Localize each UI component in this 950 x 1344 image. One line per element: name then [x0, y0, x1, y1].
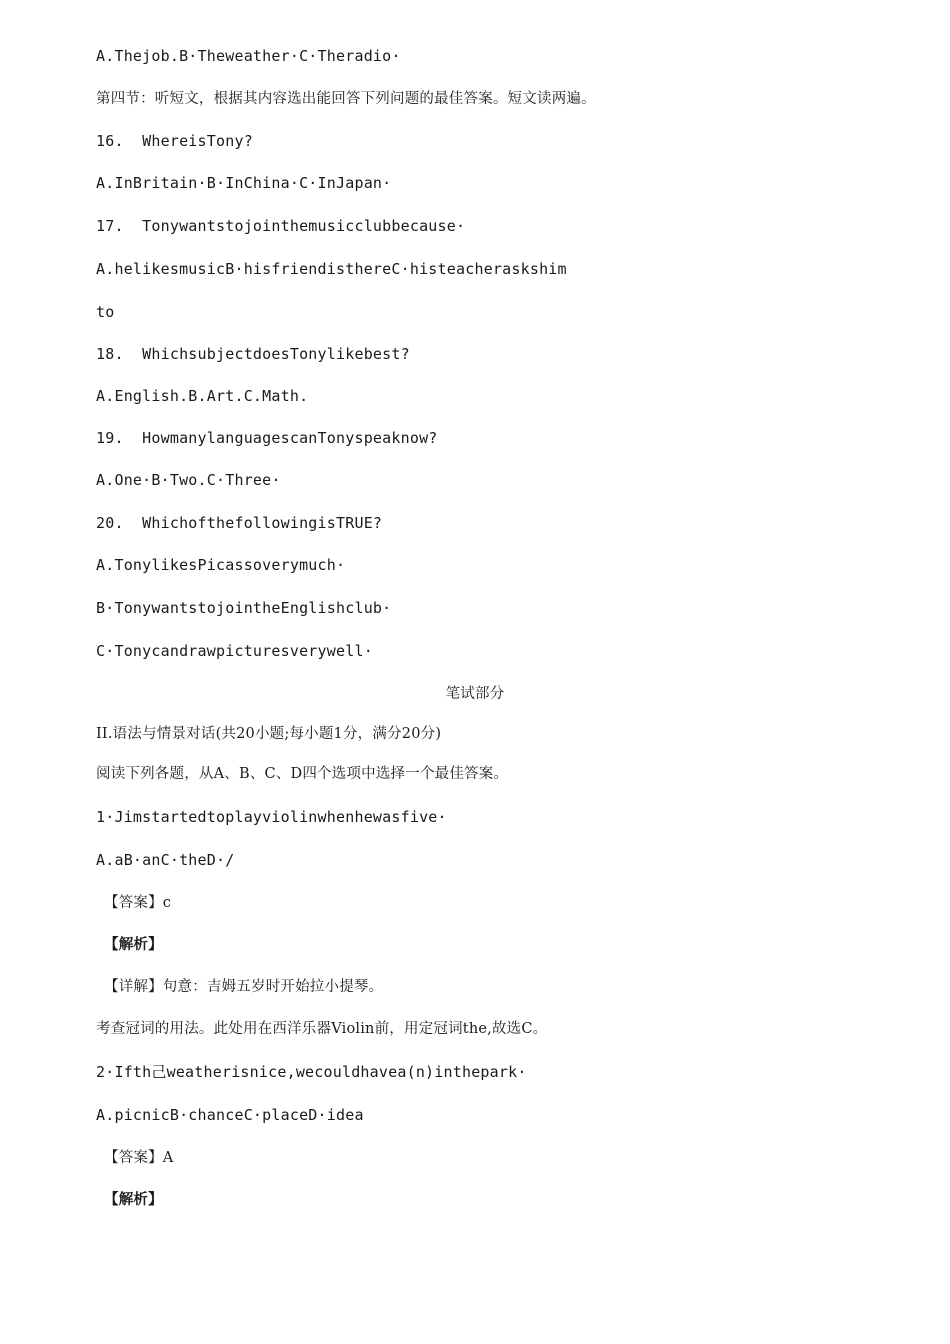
- grammar-question-2: 2·Ifth己weatherisnice,wecouldhavea(n)inthepark·: [96, 1063, 527, 1081]
- answer-q2: 【答案】A: [104, 1150, 174, 1166]
- section-4-instructions: 第四节：听短文，根据其内容选出能回答下列问题的最佳答案。短文读两遍。: [96, 91, 596, 107]
- question-19: 19. HowmanylanguagescanTonyspeaknow?: [96, 429, 438, 447]
- options-q17: A.helikesmusicB·hisfriendisthereC·histeacheraskshim: [96, 260, 567, 278]
- written-section-heading: 笔试部分: [445, 686, 505, 702]
- grammar-question-1: 1·Jimstartedtoplayviolinwhenhewasfive·: [96, 808, 447, 826]
- part-2-heading: II.语法与情景对话(共20小题;每小题1分，满分20分): [96, 726, 442, 742]
- options-grammar-q2: A.picnicB·chanceC·placeD·idea: [96, 1106, 364, 1124]
- question-17: 17. Tonywantstojointhemusicclubbecause·: [96, 217, 466, 235]
- option-c-q20: C·Tonycandrawpicturesverywell·: [96, 642, 373, 660]
- answer-q1: 【答案】c: [104, 895, 172, 911]
- options-q16: A.InBritain·B·InChina·C·InJapan·: [96, 174, 392, 192]
- question-20: 20. WhichofthefollowingisTRUE?: [96, 514, 383, 532]
- options-grammar-q1: A.aB·anC·theD·/: [96, 851, 235, 869]
- option-line-q15: A.Thejob.B·Theweather·C·Theradio·: [96, 47, 401, 65]
- option-b-q20: B·TonywantstojointheEnglishclub·: [96, 599, 392, 617]
- analysis-label-q2: 【解析】: [104, 1191, 163, 1208]
- options-q17-continued: to: [96, 303, 115, 321]
- options-q19: A.One·B·Two.C·Three·: [96, 471, 281, 489]
- part-2-instructions: 阅读下列各题，从A、B、C、D四个选项中选择一个最佳答案。: [96, 766, 509, 782]
- options-q18: A.English.B.Art.C.Math.: [96, 387, 309, 405]
- question-18: 18. WhichsubjectdoesTonylikebest?: [96, 345, 410, 363]
- explanation-q1: 考查冠词的用法。此处用在西洋乐器Violin前，用定冠词the,故选C。: [96, 1021, 548, 1037]
- question-16: 16. WhereisTony?: [96, 132, 253, 150]
- analysis-label-q1: 【解析】: [104, 936, 163, 953]
- option-a-q20: A.TonylikesPicassoverymuch·: [96, 556, 346, 574]
- detail-q1: 【详解】句意：吉姆五岁时开始拉小提琴。: [104, 979, 384, 995]
